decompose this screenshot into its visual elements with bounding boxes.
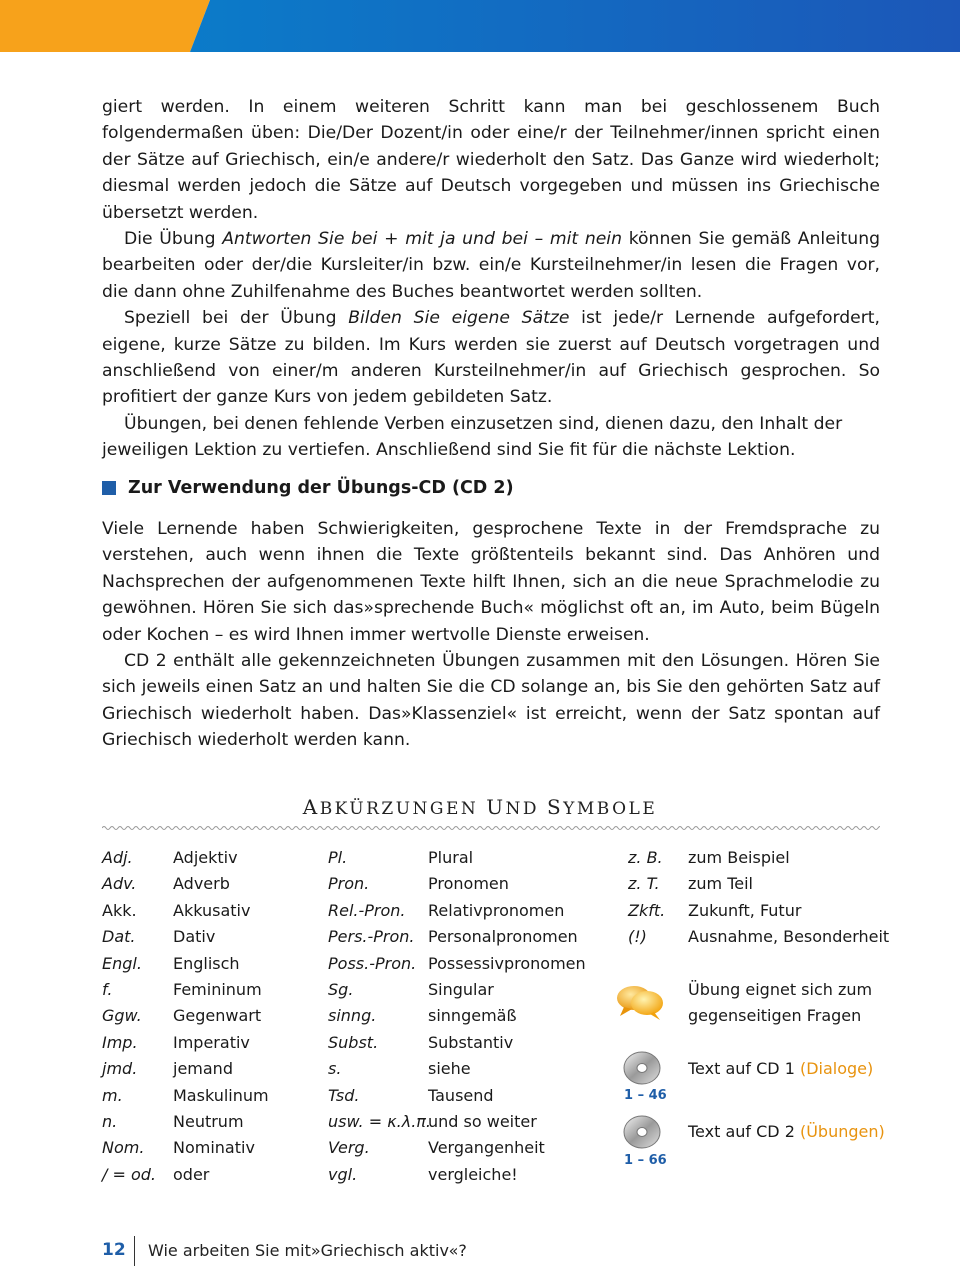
paragraph: giert werden. In einem weiteren Schritt kann man bei geschlossenem Buch folgendermaßen üben: Die/Der Dozent/in oder eine/r der Teilnehmer/innen spricht einen der Sätze auf Griechisch, ein/e andere/r wiederholt den Satz. Das Ganze wird wiederholt; diesmal werden jedoch die Sätze auf Deutsch vorgegeben und müssen ins Griechische übersetzt werden. [102, 97, 880, 223]
abbreviation-meaning: Vergangenheit [428, 1138, 545, 1158]
abbreviation: m. [102, 1085, 123, 1105]
abbreviation: s. [328, 1059, 342, 1079]
symbol-speech-line2: gegenseitigen Fragen [688, 1006, 862, 1025]
abbreviation-meaning: Pronomen [428, 874, 509, 894]
abbreviation-meaning: Possessivpronomen [428, 953, 586, 973]
abbreviation: usw. = κ.λ.π. [328, 1112, 431, 1131]
square-bullet-icon [102, 481, 116, 495]
wavy-divider [102, 823, 880, 833]
abbreviation: Adj. [102, 848, 133, 867]
abbreviation-meaning: Plural [428, 848, 474, 867]
section-heading [102, 478, 514, 498]
paragraph: Übungen, bei denen fehlende Verben einzusetzen sind, dienen dazu, den Inhalt der jeweiligen Lektion zu vertiefen. Anschließend sind Sie fit für die nächste Lektion. [102, 413, 843, 461]
abbreviation-meaning: und so weiter [428, 1112, 537, 1131]
paragraph: CD 2 enthält alle gekennzeichneten Übungen zusammen mit den Lösungen. Hören Sie sich jeweils einen Satz an und halten Sie die CD solange an, bis Sie den gehörten Satz auf Griechisch wiederholt haben. Das»Klassenziel« ist erreicht, wenn der Satz spontan auf Griechisch wiederholt werden kann. [102, 651, 880, 751]
speech-bubbles-icon [614, 982, 666, 1022]
abbreviation-meaning: Ausnahme, Besonderheit [688, 927, 890, 947]
abbreviation-meaning: Neutrum [173, 1112, 244, 1131]
page-number: 12 [102, 1240, 126, 1260]
cd2-track-range: 1 – 66 [624, 1153, 667, 1168]
abbreviation: (!) [628, 927, 647, 947]
cd-icon [622, 1114, 662, 1150]
abbreviation-meaning: Dativ [173, 927, 216, 947]
abbreviation-meaning: Gegenwart [173, 1006, 262, 1026]
abbreviation: Tsd. [328, 1085, 360, 1105]
paragraph: Viele Lernende haben Schwierigkeiten, gesprochene Texte in der Fremdsprache zu verstehen, auch wenn ihnen die Texte größtenteils bekannt sind. Das Anhören und Nachsprechen der aufgenommenen Texte hilft Ihnen, sich an die neue Sprachmelodie zu gewöhnen. Hören Sie sich das»sprechende Buch« möglichst oft an, im Auto, beim Bügeln oder Kochen – es wird Ihnen immer wertvolle Dienste erweisen. [102, 519, 880, 645]
abbreviations-title [0, 795, 960, 819]
abbreviation-meaning: Relativpronomen [428, 900, 565, 920]
abbreviation: sinng. [328, 1006, 377, 1026]
symbol-cd1: Text auf CD 1 (Dialoge) [688, 1059, 874, 1078]
abbreviation: jmd. [102, 1059, 138, 1079]
abbreviation: Subst. [328, 1032, 379, 1052]
abbreviation-meaning: sinngemäß [428, 1006, 517, 1026]
section-text [102, 516, 880, 754]
abbreviation: vgl. [328, 1164, 358, 1184]
abbreviation-meaning: jemand [173, 1059, 233, 1079]
abbreviation-meaning: Nominativ [173, 1138, 255, 1158]
abbreviation-meaning: Adjektiv [173, 848, 238, 867]
section-heading-text: Zur Verwendung der Übungs-CD (CD 2) [128, 478, 514, 498]
cd1-track-range: 1 – 46 [624, 1088, 667, 1103]
footer-divider [134, 1236, 135, 1266]
abbreviation: Dat. [102, 927, 136, 947]
abbreviation-meaning: Akkusativ [173, 900, 251, 920]
abbreviation-meaning: Singular [428, 980, 494, 999]
abbreviation: Engl. [102, 953, 142, 973]
abbreviation-meaning: siehe [428, 1059, 471, 1079]
abbreviations-title-text: ABKÜRZUNGEN UND SYMBOLE [302, 795, 658, 819]
symbol-cd2: Text auf CD 2 (Übungen) [688, 1122, 885, 1141]
cd-icon [622, 1050, 662, 1086]
abbreviation: Rel.-Pron. [328, 900, 406, 920]
body-text-top [102, 94, 880, 464]
abbreviation-meaning: Maskulinum [173, 1085, 269, 1105]
abbreviation-meaning: Personalpronomen [428, 927, 578, 947]
abbreviation-meaning: Tausend [428, 1085, 494, 1105]
abbreviation-meaning: Zukunft, Futur [688, 900, 802, 920]
abbreviation: Pron. [328, 874, 370, 894]
abbreviation-meaning: oder [173, 1164, 210, 1184]
abbreviation-meaning: Substantiv [428, 1032, 514, 1052]
abbreviation: / = od. [102, 1164, 156, 1184]
running-title: Wie arbeiten Sie mit»Griechisch aktiv«? [148, 1241, 467, 1260]
abbreviation: Ggw. [102, 1006, 142, 1026]
abbreviation-meaning: Englisch [173, 953, 240, 973]
symbol-speech-line1: Übung eignet sich zum [688, 980, 873, 999]
abbreviation: Adv. [102, 874, 137, 894]
abbreviation: Imp. [102, 1032, 138, 1052]
abbreviation: Pl. [328, 848, 348, 867]
abbreviation: z. T. [628, 874, 660, 894]
abbreviation-meaning: Imperativ [173, 1032, 250, 1052]
abbreviation: z. B. [628, 848, 663, 867]
abbreviation-meaning: zum Beispiel [688, 848, 790, 867]
abbreviation: Verg. [328, 1138, 370, 1158]
paragraph: Die Übung Antworten Sie bei + mit ja und bei – mit nein können Sie gemäß Anleitung bearbeiten oder der/die Kursleiter/in bzw. ein/e Kursteilnehmer/in lesen die Fragen vor, die dann ohne Zuhilfenahme des Buches beantwortet werden sollten. [102, 229, 880, 302]
abbreviation-meaning: zum Teil [688, 874, 753, 894]
abbreviation-meaning: vergleiche! [428, 1164, 518, 1184]
abbreviation: n. [102, 1112, 118, 1131]
abbreviation: Nom. [102, 1138, 145, 1158]
abbreviation: Pers.-Pron. [328, 927, 415, 947]
paragraph: Speziell bei der Übung Bilden Sie eigene Sätze ist jede/r Lernende aufgefordert, eigene, kurze Sätze zu bilden. Im Kurs werden sie zuerst auf Deutsch vorgetragen und anschließend von einer/m anderen Kursteilnehmer/in auf Griechisch gesprochen. So profitiert der ganze Kurs von jedem gebildeten Satz. [102, 308, 881, 408]
top-color-band [0, 0, 960, 52]
abbreviation: Zkft. [628, 900, 666, 920]
abbreviation: Poss.-Pron. [328, 953, 417, 973]
abbreviation-meaning: Adverb [173, 874, 230, 894]
abbreviation: Sg. [328, 980, 354, 999]
abbreviation: Akk. [102, 900, 137, 920]
abbreviation-meaning: Femininum [173, 980, 262, 999]
abbreviation: f. [102, 980, 113, 999]
